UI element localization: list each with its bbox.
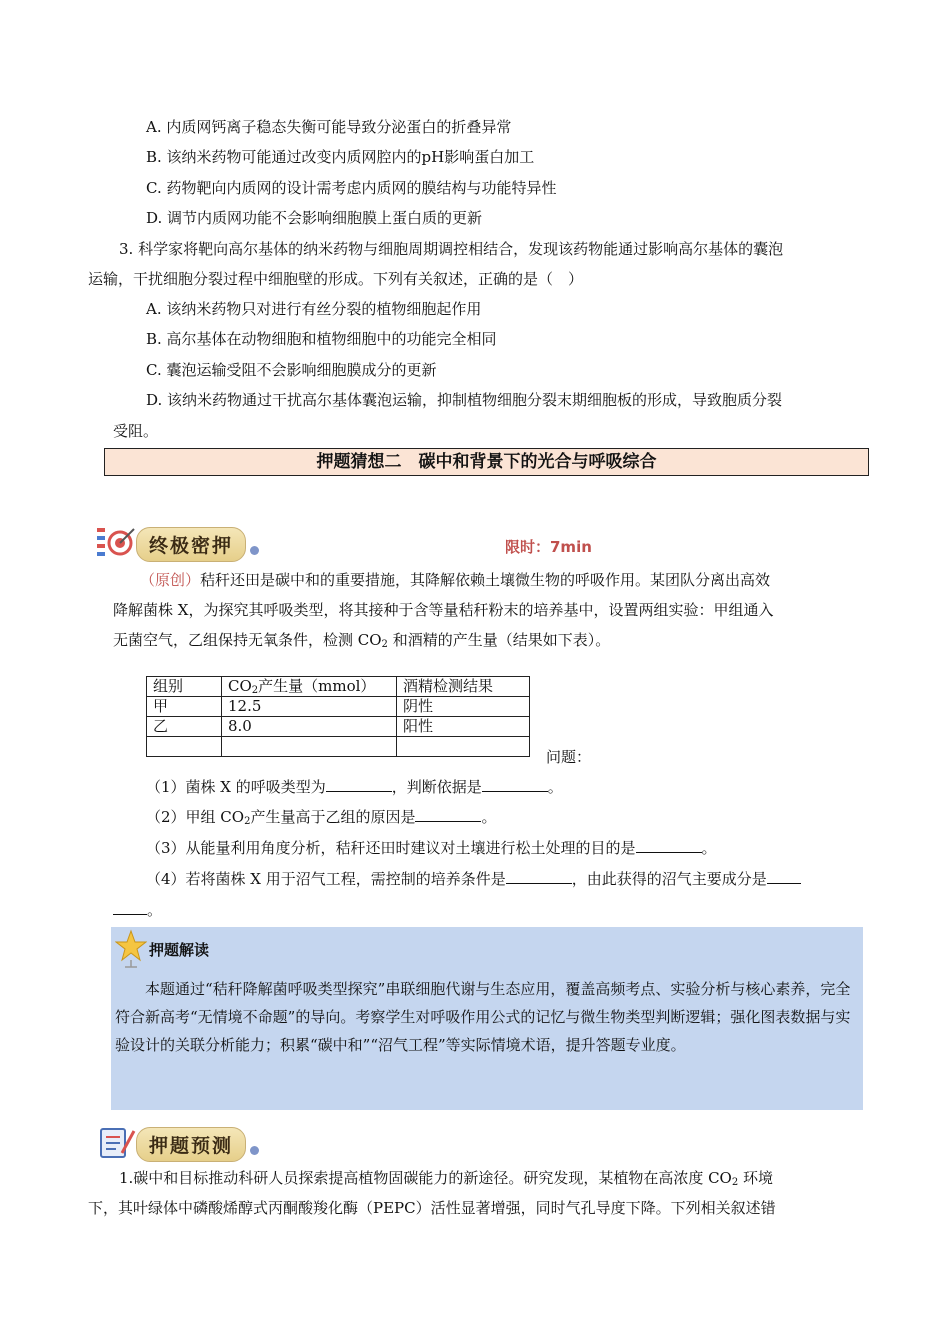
q2-option-a: A. 内质网钙离子稳态失衡可能导致分泌蛋白的折叠异常 <box>146 118 512 136</box>
q3-option-a: A. 该纳米药物只对进行有丝分裂的植物细胞起作用 <box>146 300 482 318</box>
problem-line2: 降解菌株 X，为探究其呼吸类型，将其接种于含等量秸秆粉末的培养基中，设置两组实验：甲组通入 <box>113 601 774 619</box>
header-group: 组别 <box>147 677 222 697</box>
q3-option-d-cont: 受阻。 <box>113 422 159 440</box>
problem-line3: 无菌空气，乙组保持无氧条件，检测 $CO_2$ 和酒精的产生量（结果如下表）。 <box>113 631 611 650</box>
analysis-box <box>111 927 863 1110</box>
notepad-icon <box>98 1125 136 1163</box>
table-row: 甲 12.5 阴性 <box>147 697 530 717</box>
badge-dot <box>250 1146 259 1155</box>
q3-stem-line1: 3. 科学家将靶向高尔基体的纳米药物与细胞周期调控相结合，发现该药物能通过影响高尔基体的囊泡 <box>119 240 784 258</box>
next-question-line2: 下，其叶绿体中磷酸烯醇式丙酮酸羧化酶（PEPC）活性显著增强，同时气孔导度下降。下列相关叙述错 <box>88 1199 776 1217</box>
header-co2: $CO_2$产生量（mmol） <box>222 677 397 697</box>
time-limit: 限时：7min <box>505 538 592 556</box>
badge-title: 终极密押 <box>136 527 246 562</box>
analysis-text: 本题通过“秸秆降解菌呼吸类型探究”串联细胞代谢与生态应用，覆盖高频考点、实验分析与核心素养，完全符合新高考“无情境不命题”的导向。考察学生对呼吸作用公式的记忆与微生物类型判断逻辑；强化图表数据与实验设计的关联分析能力；积累“碳中和”“沼气工程”等实际情境术语，提升答题专业度。 <box>115 980 851 1054</box>
table-row: 乙 8.0 阳性 <box>147 717 530 737</box>
table-header-row <box>147 677 530 697</box>
badge-dot <box>250 546 259 555</box>
q2-option-c: C. 药物靶向内质网的设计需考虑内质网的膜结构与功能特异性 <box>146 179 557 197</box>
target-icon <box>96 525 136 563</box>
badge-title: 押题预测 <box>136 1127 246 1162</box>
badge-prediction <box>98 1125 259 1163</box>
q3-stem-line2: 运输，干扰细胞分裂过程中细胞壁的形成。下列有关叙述，正确的是（ ） <box>88 270 584 288</box>
badge-final-prediction <box>96 525 259 563</box>
sub-question-1: （1）菌株 X 的呼吸类型为 ，判断依据是 。 <box>146 778 563 796</box>
questions-label: 问题： <box>546 748 592 766</box>
results-table <box>146 676 530 757</box>
q3-option-c: C. 囊泡运输受阻不会影响细胞膜成分的更新 <box>146 361 437 379</box>
star-icon <box>115 929 147 973</box>
q3-option-b: B. 高尔基体在动物细胞和植物细胞中的功能完全相同 <box>146 330 497 348</box>
sub-question-4: （4）若将菌株 X 用于沼气工程，需控制的培养条件是 ，由此获得的沼气主要成分是 <box>146 869 801 889</box>
q2-option-b: B. 该纳米药物可能通过改变内质网腔内的pH影响蛋白加工 <box>146 148 535 166</box>
section-title-banner: 押题猜想二 碳中和背景下的光合与呼吸综合 <box>104 448 869 476</box>
table-row <box>147 737 530 757</box>
sub-question-2: （2）甲组 $CO_2$产生量高于乙组的原因是 。 <box>146 808 497 827</box>
problem-line1: （原创）秸秆还田是碳中和的重要措施，其降解依赖土壤微生物的呼吸作用。某团队分离出高效 <box>140 571 771 589</box>
q3-option-d: D. 该纳米药物通过干扰高尔基体囊泡运输，抑制植物细胞分裂末期细胞板的形成，导致胞质分裂 <box>146 391 783 409</box>
next-question-line1: 1.碳中和目标推动科研人员探索提高植物固碳能力的新途径。研究发现，某植物在高浓度 $CO_2$ 环境 <box>119 1169 774 1188</box>
sub-question-3: （3）从能量利用角度分析，秸秆还田时建议对土壤进行松土处理的目的是 。 <box>146 839 717 857</box>
sub-question-4-cont: 。 <box>113 900 162 920</box>
original-tag: （原创） <box>140 571 201 589</box>
header-alcohol: 酒精检测结果 <box>397 677 530 697</box>
analysis-title: 押题解读 <box>149 941 210 959</box>
q2-option-d: D. 调节内质网功能不会影响细胞膜上蛋白质的更新 <box>146 209 483 227</box>
